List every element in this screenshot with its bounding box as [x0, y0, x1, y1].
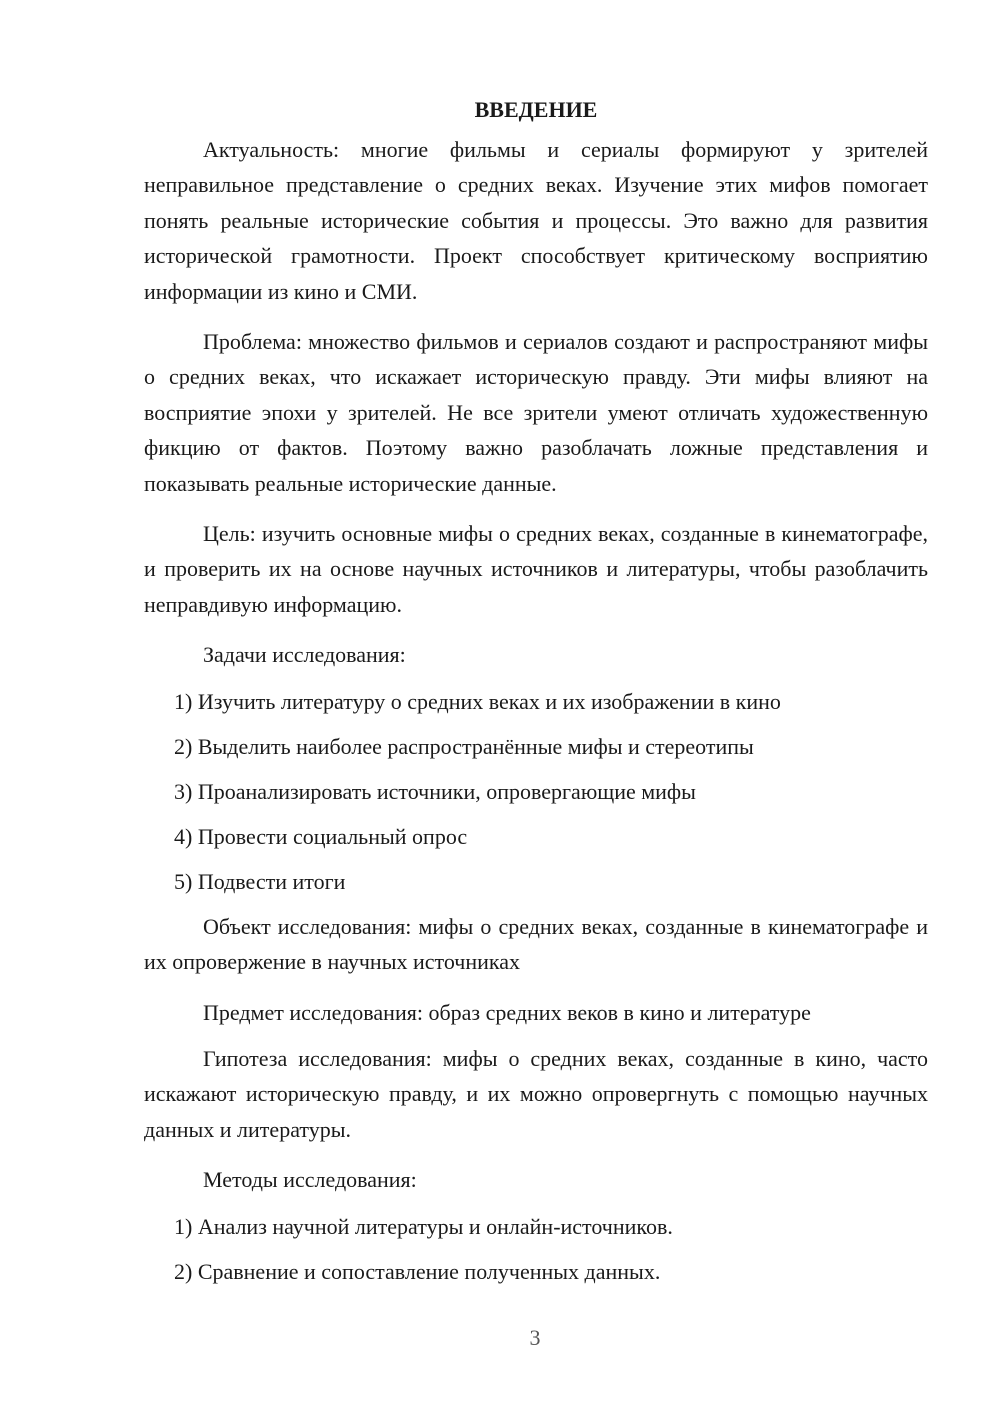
hypothesis-paragraph: Гипотеза исследования: мифы о средних веках, созданные в кино, часто искажают историческую правду, и их можно опровергнуть с помощью научных данных и литературы.: [144, 1045, 928, 1142]
methods-heading: Методы исследования:: [203, 1167, 417, 1193]
object-paragraph: Объект исследования: мифы о средних веках, созданные в кинематографе и их опровержение в научных источниках: [144, 913, 928, 975]
task-item: 5) Подвести итоги: [174, 868, 346, 894]
method-item: 1) Анализ научной литературы и онлайн-источников.: [174, 1213, 673, 1239]
document-page: [144, 92, 928, 1299]
task-item: 1) Изучить литературу о средних веках и их изображении в кино: [174, 688, 781, 714]
task-item: 2) Выделить наиболее распространённые мифы и стереотипы: [174, 733, 754, 759]
subject-paragraph: Предмет исследования: образ средних веков в кино и литературе: [203, 999, 811, 1025]
relevance-paragraph: Актуальность: многие фильмы и сериалы формируют у зрителей неправильное представление о средних веках. Изучение этих мифов помогает понять реальные исторические события и процессы. Это важно для развития исторической грамотности. Проект способствует критическому восприятию информации из кино и СМИ.: [144, 137, 928, 304]
task-item: 3) Проанализировать источники, опровергающие мифы: [174, 778, 696, 804]
task-item: 4) Провести социальный опрос: [174, 823, 468, 849]
problem-paragraph: Проблема: множество фильмов и сериалов создают и распространяют мифы о средних веках, что искажает историческую правду. Эти мифы влияют на восприятие эпохи у зрителей. Не все зрители умеют отличать художественную фикцию от фактов. Поэтому важно разоблачать ложные представления и показывать реальные исторические данные.: [144, 329, 928, 496]
tasks-heading: Задачи исследования:: [203, 642, 406, 668]
section-title: ВВЕДЕНИЕ: [474, 97, 598, 122]
method-item: 2) Сравнение и сопоставление полученных данных.: [174, 1258, 661, 1284]
page-number: 3: [529, 1325, 541, 1350]
goal-paragraph: Цель: изучить основные мифы о средних веках, созданные в кинематографе, и проверить их на основе научных источников и литературы, чтобы разоблачить неправдивую информацию.: [144, 521, 928, 617]
